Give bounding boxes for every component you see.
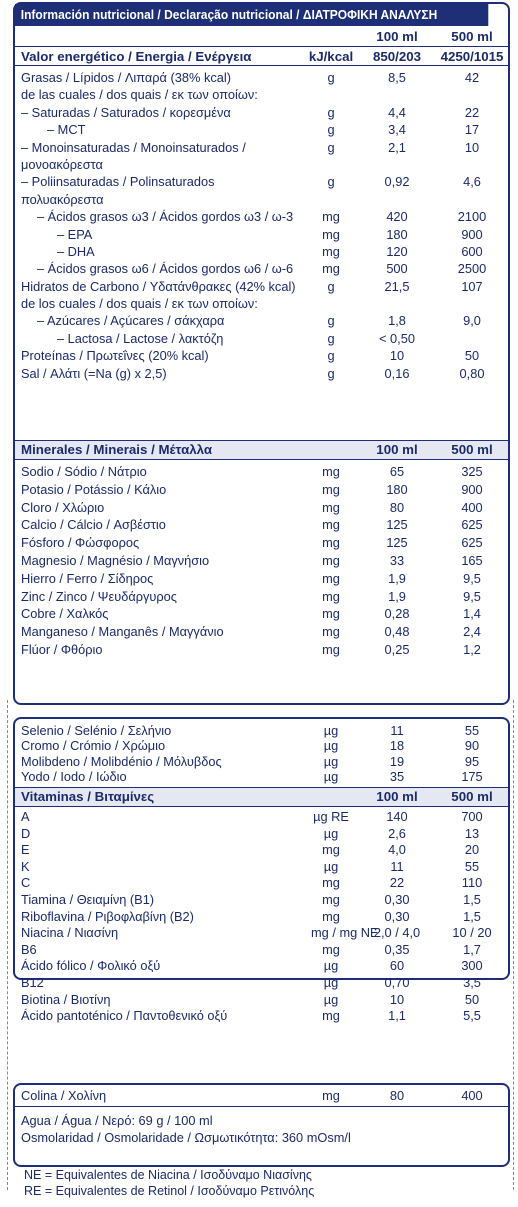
cell-v2: 325 — [461, 464, 483, 479]
osmolarity-text: Osmolaridad / Osmolaridade / Ωσμωτικότητα: 360 mOsm/l — [21, 1130, 351, 1145]
cell-v1: 2,6 — [388, 825, 406, 841]
cell-v1: 1,8 — [388, 313, 406, 329]
table-row — [15, 859, 508, 876]
cell-v2: 900 — [461, 481, 483, 497]
cell-v1: 0,16 — [384, 365, 410, 381]
cell-v1: 0,48 — [384, 624, 410, 640]
dashed-guide-left — [7, 700, 8, 1190]
table-row — [15, 641, 508, 659]
cell-v1: 0,70 — [384, 974, 410, 990]
cell-unit: g — [327, 139, 335, 155]
column-header-row — [15, 26, 508, 46]
cell-unit: mg — [322, 606, 340, 622]
table-row — [15, 104, 508, 121]
cell-v1: 0,30 — [384, 908, 410, 924]
cell-name: C — [21, 875, 31, 891]
table-row — [15, 892, 508, 909]
cell-unit: mg — [322, 891, 340, 907]
cell-v1: 180 — [386, 481, 408, 497]
table-row — [15, 365, 508, 382]
nutrition-panel-main — [13, 2, 510, 705]
cell-unit: µg — [323, 958, 339, 974]
cell-v1: 4,0 — [388, 842, 406, 858]
table-row — [15, 191, 508, 208]
cell-v1: 33 — [389, 552, 405, 568]
footnote-re: RE = Equivalentes de Retinol / Ισοδύναμο Ρετινόλης — [24, 1184, 315, 1198]
cell-name: Tiamina / Θειαμίνη (B1) — [21, 891, 155, 907]
cell-v1: 10 — [389, 991, 405, 1007]
cell-name: Cloro / Χλώριο — [21, 499, 105, 515]
nutrients-table — [15, 66, 508, 440]
cell-unit: g — [327, 330, 335, 346]
cell-name: – Poliinsaturadas / Polinsaturados — [21, 174, 215, 190]
cell-unit: mg — [322, 570, 340, 586]
cell-v1: 180 — [386, 226, 408, 242]
cell-unit: µg — [323, 723, 339, 738]
table-row — [15, 330, 508, 347]
cell-v1: 19 — [389, 753, 405, 769]
cell-v2: 5,5 — [463, 1008, 481, 1024]
cell-v2: 900 — [461, 226, 483, 242]
cell-v2: 13 — [464, 825, 480, 841]
cell-name: E — [21, 842, 30, 858]
cell-unit: mg — [322, 209, 340, 225]
vitamins-header-v2: 500 ml — [451, 789, 493, 804]
cell-unit: mg — [322, 1008, 340, 1024]
cell-unit: g — [327, 278, 335, 294]
cell-unit: mg — [322, 261, 340, 277]
cell-name: B12 — [21, 974, 44, 990]
cell-name: Proteínas / Πρωτεΐνες (20% kcal) — [21, 348, 209, 364]
table-row — [15, 588, 508, 606]
cell-name: Hierro / Ferro / Σίδηρος — [21, 570, 154, 586]
minerals-table-2 — [15, 719, 508, 787]
cell-unit: g — [327, 122, 335, 138]
cell-v2: 600 — [461, 243, 483, 259]
table-row — [15, 738, 508, 753]
cell-v2: 9,5 — [463, 570, 481, 586]
cell-v1: 2,0 / 4,0 — [373, 925, 421, 941]
cell-name: πολυακόρεστα — [21, 191, 104, 207]
cell-name: K — [21, 858, 30, 874]
table-row — [15, 226, 508, 243]
table-row — [15, 295, 508, 312]
cell-v1: 500 — [386, 261, 408, 277]
energy-v1: 850/203 — [372, 49, 422, 64]
cell-name: Fósforo / Φώσφορος — [21, 535, 140, 551]
cell-v1: 35 — [389, 769, 405, 785]
cell-name: D — [21, 825, 31, 841]
table-row — [15, 942, 508, 959]
minerals-table — [15, 460, 508, 659]
water-text: Agua / Água / Νερό: 69 g / 100 ml — [21, 1113, 213, 1128]
cell-v2: 20 — [464, 842, 480, 858]
cell-v1: 125 — [386, 517, 408, 533]
cell-v1: 140 — [386, 809, 408, 824]
cell-v2: 1,7 — [463, 941, 481, 957]
cell-unit: µg — [323, 825, 339, 841]
table-row — [15, 1008, 508, 1025]
cell-name: Cobre / Χαλκός — [21, 606, 109, 622]
cell-name: Flúor / Φθόριο — [21, 641, 103, 657]
cell-unit: mg — [322, 243, 340, 259]
water-row — [15, 1113, 508, 1130]
table-row — [15, 623, 508, 641]
cell-name: Molibdeno / Molibdénio / Μόλυβδος — [21, 753, 222, 769]
cell-name: Magnesio / Magnésio / Μαγνήσιο — [21, 552, 210, 568]
cell-v2: 700 — [461, 809, 483, 824]
cell-v1: 0,25 — [384, 641, 410, 657]
cell-v2: 55 — [464, 858, 480, 874]
dashed-guide-right — [513, 700, 514, 1190]
cell-v2: 3,5 — [463, 974, 481, 990]
vitamins-header-v1: 100 ml — [376, 789, 418, 804]
cell-name: Calcio / Cálcio / Ασβέστιο — [21, 517, 166, 533]
table-row — [15, 312, 508, 329]
cell-unit: mg — [322, 535, 340, 551]
cell-name: Yodo / Iodo / Ιώδιο — [21, 769, 127, 785]
cell-v1: 0,92 — [384, 174, 410, 190]
table-row — [15, 347, 508, 364]
table-row — [15, 481, 508, 499]
nutrition-panel-extra — [13, 1083, 510, 1167]
cell-v1: 0,35 — [384, 941, 410, 957]
cell-v1: 1,1 — [388, 1008, 406, 1024]
cell-v2: 400 — [461, 499, 483, 515]
cell-unit: mg — [322, 499, 340, 515]
table-row — [15, 156, 508, 173]
cell-unit: mg — [322, 624, 340, 640]
minerals-header-v1: 100 ml — [376, 442, 418, 457]
table-row — [15, 842, 508, 859]
cell-unit: g — [327, 104, 335, 120]
cell-unit: g — [327, 365, 335, 381]
cell-unit: g — [327, 174, 335, 190]
cell-name: B6 — [21, 941, 37, 957]
cell-name: μονοακόρεστα — [21, 156, 103, 172]
minerals-header-label: Minerales / Minerais / Μέταλλα — [21, 442, 213, 457]
cell-v2: 95 — [464, 753, 480, 769]
cell-v2: 2500 — [457, 261, 487, 277]
cell-v2: 50 — [464, 348, 480, 364]
cell-v1: 10 — [389, 348, 405, 364]
cell-v2: 4,6 — [463, 174, 481, 190]
cell-name: Grasas / Lípidos / Λιπαρά (38% kcal) — [21, 70, 231, 85]
table-row — [15, 809, 508, 826]
osmolarity-row — [15, 1130, 508, 1147]
cell-name: – EPA — [57, 226, 93, 242]
table-row — [15, 173, 508, 190]
vitamins-table — [15, 807, 508, 1025]
cell-unit: mg — [322, 875, 340, 891]
table-row — [15, 754, 508, 769]
cell-name: de las cuales / dos quais / εκ των οποίων: — [21, 87, 258, 103]
table-row — [15, 208, 508, 225]
table-row — [15, 278, 508, 295]
cell-unit: µg — [323, 738, 339, 754]
cell-name: – DHA — [57, 243, 95, 259]
cell-v2: 1,5 — [463, 891, 481, 907]
vitamins-header-row — [15, 787, 508, 807]
cell-v1: 1,9 — [388, 588, 406, 604]
cell-v2: 55 — [464, 723, 480, 738]
cell-unit: µg — [323, 858, 339, 874]
energy-label: Valor energético / Energia / Ενέργεια — [21, 49, 252, 64]
cell-v2: 110 — [461, 875, 483, 891]
cell-v1: 80 — [389, 499, 405, 515]
table-row — [15, 975, 508, 992]
col-header-100ml: 100 ml — [376, 29, 418, 44]
cell-name: Ácido fólico / Φολικό οξύ — [21, 958, 161, 974]
cell-name: – Azúcares / Açúcares / σάκχαρα — [37, 313, 225, 329]
table-row — [15, 570, 508, 588]
cell-unit: µg — [323, 769, 339, 785]
cell-name: Selenio / Selénio / Σελήνιο — [21, 723, 172, 738]
cell-v2: 0,80 — [459, 365, 485, 381]
cell-name: – MCT — [47, 122, 86, 138]
cell-unit: mg — [322, 588, 340, 604]
table-row — [15, 992, 508, 1009]
cell-name: Sal / Αλάτι (=Na (g) x 2,5) — [21, 365, 167, 381]
choline-v1: 80 — [389, 1088, 405, 1103]
cell-v2: 9,5 — [463, 588, 481, 604]
cell-v2: 50 — [464, 991, 480, 1007]
cell-v2: 1,2 — [463, 641, 481, 657]
cell-name: Riboflavina / Ριβοφλαβίνη (B2) — [21, 908, 194, 924]
cell-name: – Monoinsaturadas / Monoinsaturados / — [21, 139, 246, 155]
nutrition-panel-vitamins — [13, 717, 510, 1024]
table-row — [15, 121, 508, 138]
cell-name: – Ácidos grasos ω3 / Ácidos gordos ω3 / ω-3 — [37, 209, 294, 225]
table-row — [15, 516, 508, 534]
cell-name: Manganeso / Manganês / Μαγγάνιο — [21, 624, 224, 640]
table-row — [15, 260, 508, 277]
cell-v2: 2,4 — [463, 624, 481, 640]
cell-v1: 22 — [389, 875, 405, 891]
cell-name: – Ácidos grasos ω6 / Ácidos gordos ω6 / ω-6 — [37, 261, 294, 277]
cell-name: Potasio / Potássio / Κάλιο — [21, 481, 167, 497]
cell-unit: µg — [323, 974, 339, 990]
cell-v1: 3,4 — [388, 122, 406, 138]
cell-v2: 107 — [461, 278, 483, 294]
cell-v2: 625 — [461, 535, 483, 551]
table-row — [15, 925, 508, 942]
table-row — [15, 605, 508, 623]
cell-unit: mg — [322, 641, 340, 657]
table-row — [15, 909, 508, 926]
cell-v1: < 0,50 — [379, 330, 415, 346]
energy-row — [15, 46, 508, 66]
cell-v1: 120 — [386, 243, 408, 259]
cell-name: Hidratos de Carbono / Υδατάνθρακες (42% kcal) — [21, 278, 296, 294]
cell-v2: 165 — [461, 552, 483, 568]
cell-v2: 9,0 — [463, 313, 481, 329]
cell-unit: µg — [323, 991, 339, 1007]
table-row — [15, 69, 508, 86]
cell-name: A — [21, 809, 30, 824]
cell-unit: mg — [322, 842, 340, 858]
cell-v1: 65 — [389, 464, 405, 479]
cell-name: – Lactosa / Lactose / λακτόζη — [57, 330, 224, 346]
cell-unit: mg — [322, 908, 340, 924]
cell-unit: mg — [322, 481, 340, 497]
cell-v2: 2100 — [457, 209, 487, 225]
cell-v1: 11 — [390, 723, 404, 738]
cell-v2: 10 / 20 — [452, 925, 492, 941]
cell-unit: mg — [322, 517, 340, 533]
table-row — [15, 139, 508, 156]
cell-v2: 175 — [461, 769, 483, 785]
cell-unit: µg — [323, 753, 339, 769]
cell-unit: mg — [322, 464, 340, 479]
vitamins-header-label: Vitaminas / Βιταμίνες — [21, 789, 155, 804]
cell-v1: 4,4 — [388, 104, 406, 120]
cell-v2: 1,5 — [463, 908, 481, 924]
cell-v1: 21,5 — [384, 278, 410, 294]
table-row — [15, 875, 508, 892]
cell-v2: 17 — [464, 122, 480, 138]
table-row — [15, 769, 508, 784]
table-row — [15, 463, 508, 481]
cell-name: Biotina / Βιοτίνη — [21, 991, 111, 1007]
cell-unit: mg / mg NE — [311, 925, 379, 941]
cell-v1: 8,5 — [388, 70, 406, 85]
cell-name: de los cuales / dos quais / εκ των οποίων: — [21, 296, 258, 312]
choline-row — [15, 1085, 508, 1107]
table-row — [15, 499, 508, 517]
cell-unit: g — [327, 70, 335, 85]
table-row — [15, 86, 508, 103]
cell-v1: 11 — [390, 858, 404, 874]
cell-name: Sodio / Sódio / Νάτριο — [21, 464, 147, 479]
cell-v1: 1,9 — [388, 570, 406, 586]
cell-name: Ácido pantoténico / Παντοθενικό οξύ — [21, 1008, 228, 1024]
cell-v1: 420 — [386, 209, 408, 225]
cell-v2: 22 — [464, 104, 480, 120]
table-row — [15, 243, 508, 260]
minerals-header-v2: 500 ml — [451, 442, 493, 457]
cell-unit: g — [327, 348, 335, 364]
energy-v2: 4250/1015 — [440, 49, 504, 64]
cell-unit: mg — [322, 941, 340, 957]
cell-v1: 18 — [389, 738, 405, 754]
cell-v1: 0,30 — [384, 891, 410, 907]
minerals-header-row — [15, 440, 508, 460]
cell-v2: 625 — [461, 517, 483, 533]
table-row — [15, 552, 508, 570]
col-header-500ml: 500 ml — [451, 29, 493, 44]
cell-v1: 60 — [389, 958, 405, 974]
table-row — [15, 826, 508, 843]
energy-unit: kJ/kcal — [308, 49, 354, 64]
cell-unit: mg — [322, 552, 340, 568]
choline-v2: 400 — [461, 1088, 483, 1103]
cell-v2: 10 — [464, 139, 480, 155]
cell-v1: 2,1 — [388, 139, 406, 155]
cell-name: Cromo / Crómio / Χρώμιο — [21, 738, 166, 754]
table-row — [15, 534, 508, 552]
choline-label: Colina / Χολίνη — [21, 1088, 107, 1103]
cell-name: Niacina / Νιασίνη — [21, 925, 119, 941]
cell-v2: 1,4 — [463, 606, 481, 622]
cell-unit: mg — [322, 226, 340, 242]
cell-v2: 300 — [461, 958, 483, 974]
cell-v1: 0,28 — [384, 606, 410, 622]
cell-v2: 90 — [464, 738, 480, 754]
cell-unit: µg RE — [313, 809, 349, 824]
choline-unit: mg — [322, 1088, 340, 1103]
cell-unit: g — [327, 313, 335, 329]
table-row — [15, 958, 508, 975]
panel-title: Información nutricional / Declaração nutricional / ΔΙΑΤΡΟΦΙΚΗ ΑΝΑΛΥΣΗ — [15, 4, 488, 26]
cell-v2: 42 — [464, 70, 480, 85]
footnote-ne: NE = Equivalentes de Niacina / Ισοδύναμο Νιασίνης — [24, 1168, 312, 1182]
table-row — [15, 723, 508, 738]
cell-name: Zinc / Zinco / Ψευδάργυρος — [21, 588, 177, 604]
cell-name: – Saturadas / Saturados / κορεσμένα — [21, 104, 231, 120]
cell-v1: 125 — [386, 535, 408, 551]
